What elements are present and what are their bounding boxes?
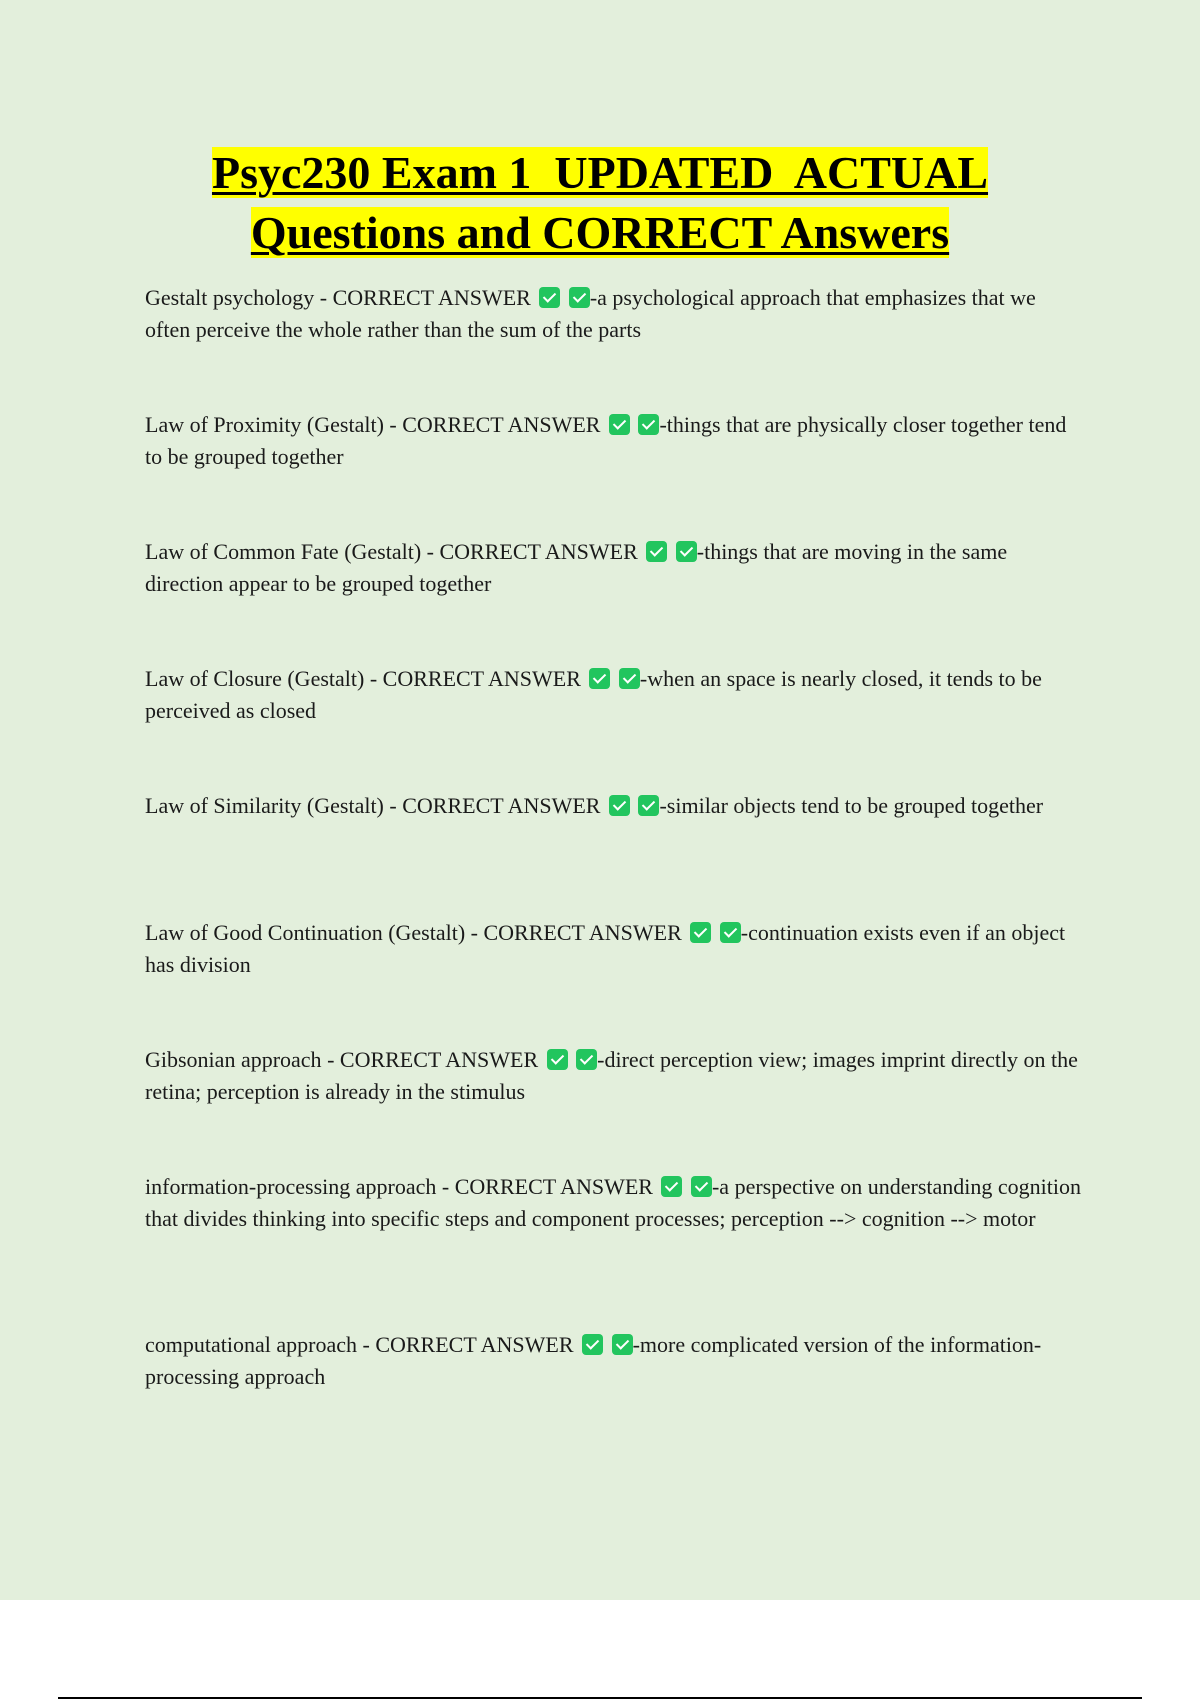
definition: -more complicated version of the information-processing approach	[145, 1332, 1042, 1389]
check-mark-icon	[547, 1049, 568, 1070]
term: Gibsonian approach	[145, 1047, 322, 1072]
answer-marker: CORRECT ANSWER	[454, 1174, 653, 1199]
definition: -things that are moving in the same direction appear to be grouped together	[145, 539, 1008, 596]
check-mark-icon	[661, 1176, 682, 1197]
check-mark-icon	[576, 1049, 597, 1070]
definition: -similar objects tend to be grouped together	[659, 793, 1044, 818]
check-mark-icon	[609, 795, 630, 816]
answer-marker: CORRECT ANSWER	[339, 1047, 539, 1072]
definition: -direct perception view; images imprint directly on the retina; perception is already in the stimulus	[145, 1047, 1078, 1104]
term: information-processing approach	[145, 1174, 437, 1199]
separator: -	[321, 1047, 340, 1072]
term: Law of Proximity (Gestalt)	[145, 412, 384, 437]
check-mark-icon	[612, 1334, 633, 1355]
separator: -	[465, 920, 484, 945]
answer-marker: CORRECT ANSWER	[382, 666, 581, 691]
definition: -a psychological approach that emphasizes that we often perceive the whole rather than the sum of the parts	[145, 285, 1036, 342]
term: Law of Closure (Gestalt)	[145, 666, 365, 691]
check-mark-icon	[569, 287, 590, 308]
definition: -a perspective on understanding cognition that divides thinking into specific steps and component processes; perception --> cognition --> motor	[145, 1174, 1081, 1231]
qa-entry	[145, 409, 1085, 473]
answer-marker: CORRECT ANSWER	[402, 412, 601, 437]
answer-marker: CORRECT ANSWER	[483, 920, 682, 945]
separator: -	[383, 793, 403, 818]
check-mark-icon	[638, 414, 659, 435]
separator: -	[383, 412, 403, 437]
footer-divider	[58, 1697, 1142, 1699]
separator: -	[436, 1174, 455, 1199]
qa-entry	[145, 536, 1085, 600]
answer-marker: CORRECT ANSWER	[402, 793, 601, 818]
check-mark-icon	[691, 1176, 712, 1197]
definition: -when an space is nearly closed, it tends to be perceived as closed	[145, 666, 1042, 723]
document-title	[0, 143, 1200, 263]
term: Law of Common Fate (Gestalt)	[145, 539, 422, 564]
check-mark-icon	[539, 287, 560, 308]
separator: -	[364, 666, 383, 691]
check-mark-icon	[676, 541, 697, 562]
term: Law of Similarity (Gestalt)	[145, 793, 384, 818]
qa-entry	[145, 917, 1085, 981]
term: Law of Good Continuation (Gestalt)	[145, 920, 466, 945]
term: Gestalt psychology	[145, 285, 315, 310]
definition: -continuation exists even if an object has division	[145, 920, 1066, 977]
qa-entry	[145, 282, 1085, 346]
check-mark-icon	[589, 668, 610, 689]
qa-entry	[145, 1044, 1085, 1108]
separator: -	[421, 539, 440, 564]
check-mark-icon	[609, 414, 630, 435]
check-mark-icon	[638, 795, 659, 816]
definition: -things that are physically closer together tend to be grouped together	[145, 412, 1067, 469]
answer-marker: CORRECT ANSWER	[375, 1332, 574, 1357]
answer-marker: CORRECT ANSWER	[439, 539, 638, 564]
qa-entry	[145, 1329, 1085, 1393]
check-mark-icon	[646, 541, 667, 562]
qa-entry	[145, 790, 1085, 822]
qa-entry	[145, 663, 1085, 727]
term: computational approach	[145, 1332, 357, 1357]
answer-marker: CORRECT ANSWER	[332, 285, 531, 310]
title-line-2: Questions and CORRECT Answers	[250, 207, 950, 258]
separator: -	[314, 285, 333, 310]
check-mark-icon	[582, 1334, 603, 1355]
check-mark-icon	[619, 668, 640, 689]
check-mark-icon	[720, 922, 741, 943]
check-mark-icon	[690, 922, 711, 943]
separator: -	[356, 1332, 376, 1357]
title-line-1: Psyc230 Exam 1 UPDATED ACTUAL	[211, 147, 989, 198]
qa-entry	[145, 1171, 1085, 1235]
